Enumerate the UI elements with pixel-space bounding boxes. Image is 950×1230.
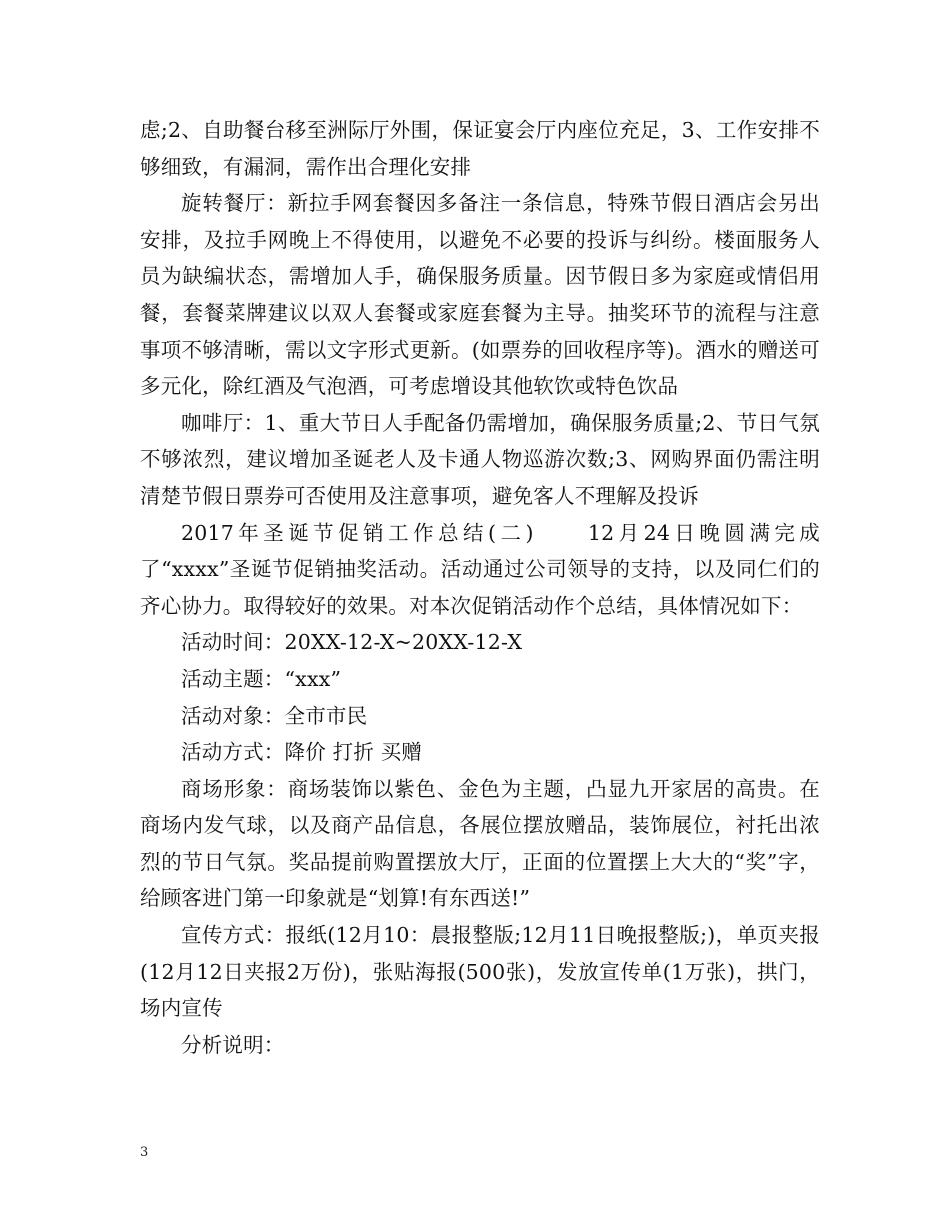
paragraph-promotion-method: 宣传方式：报纸(12月10：晨报整版;12月11日晚报整版;)，单页夹报(12月12日夹报2万份)，张贴海报(500张)，发放宣传单(1万张)，拱门，场内宣传 xyxy=(140,923,820,1021)
paragraph-mall-image: 商场形象：商场装饰以紫色、金色为主题，凸显九开家居的高贵。在商场内发气球，以及商产品信息，各展位摆放赠品，装饰展位，衬托出浓烈的节日气氛。奖品提前购置摆放大厅，正面的位置摆上大大的“奖”字，给顾客进门第一印象就是“划算!有东西送!” xyxy=(140,776,820,911)
paragraph-activity-theme: 活动主题：“xxx” xyxy=(181,666,342,691)
paragraph-activity-target: 活动对象：全市市民 xyxy=(181,703,368,728)
paragraph-continuation: 虑;2、自助餐台移至洲际厅外围，保证宴会厅内座位充足，3、工作安排不够细致，有漏洞，需作出合理化安排 xyxy=(140,118,820,179)
paragraph-analysis: 分析说明： xyxy=(181,1032,285,1057)
document-body xyxy=(140,112,820,1063)
paragraph-revolving-restaurant: 旋转餐厅：新拉手网套餐因多备注一条信息，特殊节假日酒店会另出安排，及拉手网晚上不得使用，以避免不必要的投诉与纠纷。楼面服务人员为缺编状态，需增加人手，确保服务质量。因节假日多为家庭或情侣用餐，套餐菜牌建议以双人套餐或家庭套餐为主导。抽奖环节的流程与注意事项不够清晰，需以文字形式更新。(如票券的回收程序等)。酒水的赠送可多元化，除红酒及气泡酒，可考虑增设其他软饮或特色饮品 xyxy=(140,191,820,399)
paragraph-cafe: 咖啡厅：1、重大节日人手配备仍需增加，确保服务质量;2、节日气氛不够浓烈，建议增加圣诞老人及卡通人物巡游次数;3、网购界面仍需注明清楚节假日票券可否使用及注意事项，避免客人不理解及投诉 xyxy=(140,410,820,508)
paragraph-activity-method: 活动方式：降价 打折 买赠 xyxy=(181,740,423,765)
page-number: 3 xyxy=(140,1145,149,1160)
paragraph-summary-title: 2017年圣诞节促销工作总结(二) 12月24日晚圆满完成了“xxxx”圣诞节促销抽奖活动。活动通过公司领导的支持，以及同仁们的齐心协力。取得较好的效果。对本次促销活动作个总结，具体情况如下： xyxy=(140,520,820,618)
paragraph-activity-time: 活动时间：20XX-12-X~20XX-12-X xyxy=(181,630,523,655)
